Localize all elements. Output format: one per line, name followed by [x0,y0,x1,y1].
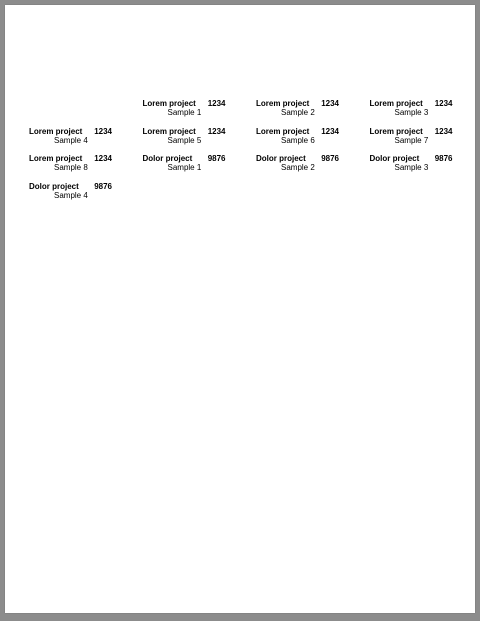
sample-name: Sample 6 [281,135,315,145]
sample-label [142,97,242,121]
project-name: Lorem project [256,99,310,108]
sample-name: Sample 7 [394,135,429,145]
project-code: 9876 [207,154,226,163]
sample-label [28,180,128,204]
project-code: 9876 [94,181,112,191]
project-name: Lorem project [369,99,423,108]
sample-label [369,152,469,176]
sample-label [369,97,469,121]
project-code: 9876 [321,154,339,163]
sample-name: Sample 3 [394,163,429,172]
project-name: Lorem project [29,126,83,136]
project-code: 1234 [434,99,453,108]
sample-label [369,125,469,149]
sample-label [255,152,355,176]
project-name: Dolor project [142,154,193,163]
document-page [5,5,475,613]
label-grid [28,97,480,207]
sample-name: Sample 4 [54,190,88,200]
project-code: 9876 [434,154,453,163]
sample-name: Sample 4 [54,135,88,145]
sample-name: Sample 2 [281,108,315,117]
project-code: 1234 [434,126,453,136]
project-name: Lorem project [256,126,310,136]
sample-label [28,152,128,176]
project-code: 1234 [207,99,226,108]
project-name: Dolor project [29,181,79,191]
sample-name: Sample 2 [281,163,315,172]
sample-name: Sample 5 [167,135,202,145]
project-code: 1234 [94,126,112,136]
project-code: 1234 [207,126,226,136]
project-name: Lorem project [142,126,196,136]
project-name: Lorem project [29,154,83,163]
sample-label [28,125,128,149]
sample-label [142,152,242,176]
sample-name: Sample 8 [54,163,88,172]
project-name: Lorem project [142,99,196,108]
sample-name: Sample 1 [167,163,202,172]
project-code: 1234 [321,99,339,108]
project-name: Lorem project [369,126,423,136]
sample-name: Sample 3 [394,108,429,117]
sample-label [142,125,242,149]
project-code: 1234 [94,154,112,163]
project-code: 1234 [321,126,339,136]
sample-label [255,97,355,121]
project-name: Dolor project [256,154,306,163]
project-name: Dolor project [369,154,420,163]
sample-label [255,125,355,149]
sample-name: Sample 1 [167,108,202,117]
